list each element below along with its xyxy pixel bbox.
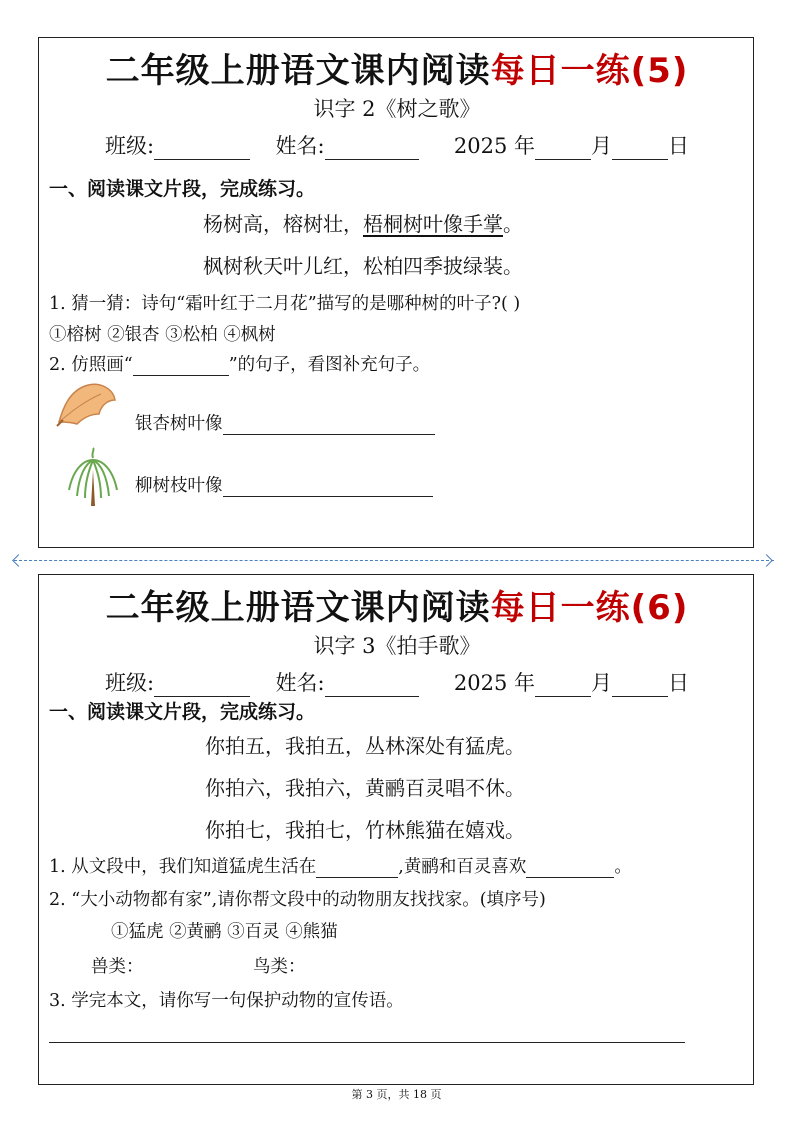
habitat-blank[interactable] [316, 859, 398, 878]
section-title: 一、阅读课文片段，完成练习。 [49, 701, 316, 723]
q1-text-2: ,黄鹂和百灵喜欢 [398, 857, 527, 877]
section-title: 一、阅读课文片段，完成练习。 [49, 178, 316, 200]
passage-text: 杨树高，榕树壮， [203, 212, 363, 236]
month-label: 月 [591, 134, 613, 158]
underlined-sentence: 梧桐树叶像手掌 [363, 212, 503, 236]
question-2-item-1 [135, 410, 435, 435]
willow-tree-icon [63, 446, 123, 508]
question-1: 1. 猜一猜：诗句“霜叶红于二月花”描写的是哪种树的叶子?( ) [49, 294, 521, 314]
passage-line-2: 枫树秋天叶儿红，松柏四季披绿装。 [203, 254, 523, 278]
sheet-title [39, 43, 755, 92]
ginkgo-answer-line[interactable] [223, 416, 435, 435]
beast-category[interactable]: 兽类： [91, 957, 144, 977]
passage-line-2: 你拍六，我拍六，黄鹂百灵唱不休。 [205, 776, 525, 800]
page-footer: 第 3 页，共 18 页 [351, 1088, 442, 1101]
day-label: 日 [668, 134, 690, 158]
name-blank[interactable] [325, 696, 419, 697]
arrow-right-icon [760, 554, 773, 567]
year-label: 2025 年 [453, 671, 536, 695]
slogan-answer-line[interactable] [49, 1042, 685, 1043]
ginkgo-prompt: 银杏树叶像 [135, 414, 223, 434]
sheet-title [39, 580, 755, 629]
day-label: 日 [668, 671, 690, 695]
bird-category[interactable]: 鸟类： [253, 957, 306, 977]
question-2: 2. “大小动物都有家”,请你帮文段中的动物朋友找找家。(填序号) [49, 890, 546, 910]
lesson-subtitle: 识字 3《拍手歌》 [313, 634, 481, 658]
class-label: 班级: [105, 671, 155, 695]
name-label: 姓名: [275, 671, 325, 695]
name-blank[interactable] [325, 159, 419, 160]
student-info-row [105, 667, 689, 697]
willow-answer-line[interactable] [223, 478, 433, 497]
q1-end: 。 [614, 857, 632, 877]
arrow-left-icon [12, 554, 25, 567]
passage-end: 。 [503, 212, 523, 236]
lesson-subtitle: 识字 2《树之歌》 [313, 97, 481, 121]
year-label: 2025 年 [453, 134, 536, 158]
name-label: 姓名: [275, 134, 325, 158]
title-main: 二年级上册语文课内阅读 [105, 588, 491, 628]
willow-prompt: 柳树枝叶像 [135, 476, 223, 496]
question-2 [49, 351, 430, 376]
passage-line-3: 你拍七，我拍七，竹林熊猫在嬉戏。 [205, 818, 525, 842]
activity-blank[interactable] [526, 859, 614, 878]
exercise-card-5 [38, 37, 754, 548]
passage-line-1: 你拍五，我拍五，丛林深处有猛虎。 [205, 734, 525, 758]
cut-line [14, 560, 774, 561]
title-main: 二年级上册语文课内阅读 [105, 51, 491, 91]
student-info-row [105, 130, 689, 160]
month-blank[interactable] [535, 696, 591, 697]
question-1-options: ①榕树 ②银杏 ③松柏 ④枫树 [49, 325, 276, 345]
question-2-item-2 [135, 472, 433, 497]
question-1 [49, 853, 632, 878]
q2-suffix: ”的句子，看图补充句子。 [228, 355, 431, 375]
passage-line-1 [203, 208, 523, 237]
question-3: 3. 学完本文，请你写一句保护动物的宣传语。 [49, 991, 404, 1011]
question-2-options: ①猛虎 ②黄鹂 ③百灵 ④熊猫 [111, 922, 338, 942]
day-blank[interactable] [612, 159, 668, 160]
month-label: 月 [591, 671, 613, 695]
class-label: 班级: [105, 134, 155, 158]
exercise-card-6 [38, 574, 754, 1085]
class-blank[interactable] [154, 159, 250, 160]
ginkgo-leaf-icon [55, 378, 119, 430]
month-blank[interactable] [535, 159, 591, 160]
q2-blank[interactable] [133, 357, 229, 376]
q2-prefix: 2. 仿照画“ [49, 355, 133, 375]
title-accent: 每日一练(5) [490, 51, 689, 91]
title-accent: 每日一练(6) [490, 588, 689, 628]
day-blank[interactable] [612, 696, 668, 697]
q1-text-1: 1. 从文段中，我们知道猛虎生活在 [49, 857, 317, 877]
